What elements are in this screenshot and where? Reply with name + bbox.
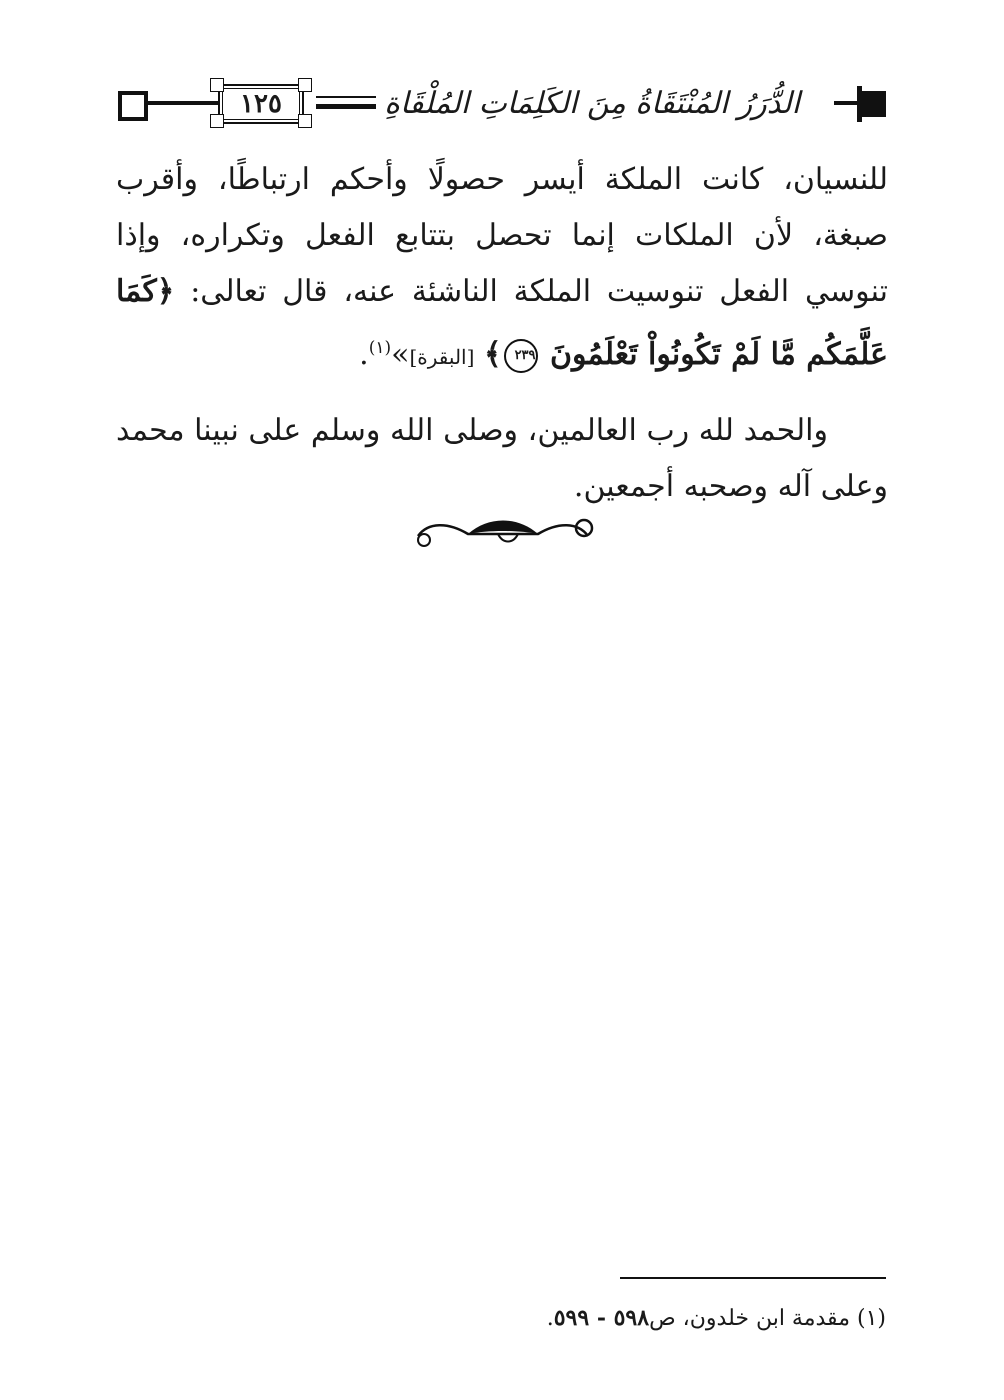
footnote-rule (620, 1277, 886, 1279)
ayah-number-marker: ٢٣٩ (504, 339, 538, 373)
page-number-box (206, 80, 316, 128)
book-title: الدُّرَرُ المُنْتَقَاةُ مِنَ الكَلِمَاتِ المُلْقَاةِ (376, 80, 808, 128)
decorative-divider-icon (408, 510, 598, 550)
main-text (116, 152, 888, 515)
footnote-number: (١) (856, 1306, 886, 1331)
footnote-pages: ٥٩٨ - ٥٩٩ (553, 1305, 650, 1331)
footnote-marker: (١) (368, 338, 392, 358)
page-number: ١٢٥ (240, 89, 282, 119)
ornament-square-right (860, 91, 886, 117)
paragraph-1: للنسيان، كانت الملكة أيسر حصولًا وأحكم ارتباطًا، وأقرب صبغة، لأن الملكات إنما تحصل بتتابع الفعل وتكراره، وإذا تنوسي الفعل تنوسيت الملكة الناشئة عنه، قال تعالى: ﴿كَمَا عَلَّمَكُم مَّا لَمْ تَكُونُواْ تَعْلَمُونَ ٢٣٩﴾ [البقرة]»$^{(١)}$. (116, 162, 888, 372)
quran-verse: ﴿كَمَا عَلَّمَكُم مَّا لَمْ تَكُونُواْ تَعْلَمُونَ ٢٣٩﴾ (116, 274, 888, 372)
footnote: (١) مقدمة ابن خلدون، ص٥٩٨ - ٥٩٩. (546, 1305, 886, 1331)
ornament-square-left (118, 91, 148, 121)
paragraph-2: والحمد لله رب العالمين، وصلى الله وسلم على نبينا محمد وعلى آله وصحبه أجمعين. (116, 413, 888, 504)
footnote-text: مقدمة ابن خلدون، ص (649, 1306, 850, 1331)
surah-reference: [البقرة] (409, 345, 475, 369)
page-header (118, 80, 886, 130)
